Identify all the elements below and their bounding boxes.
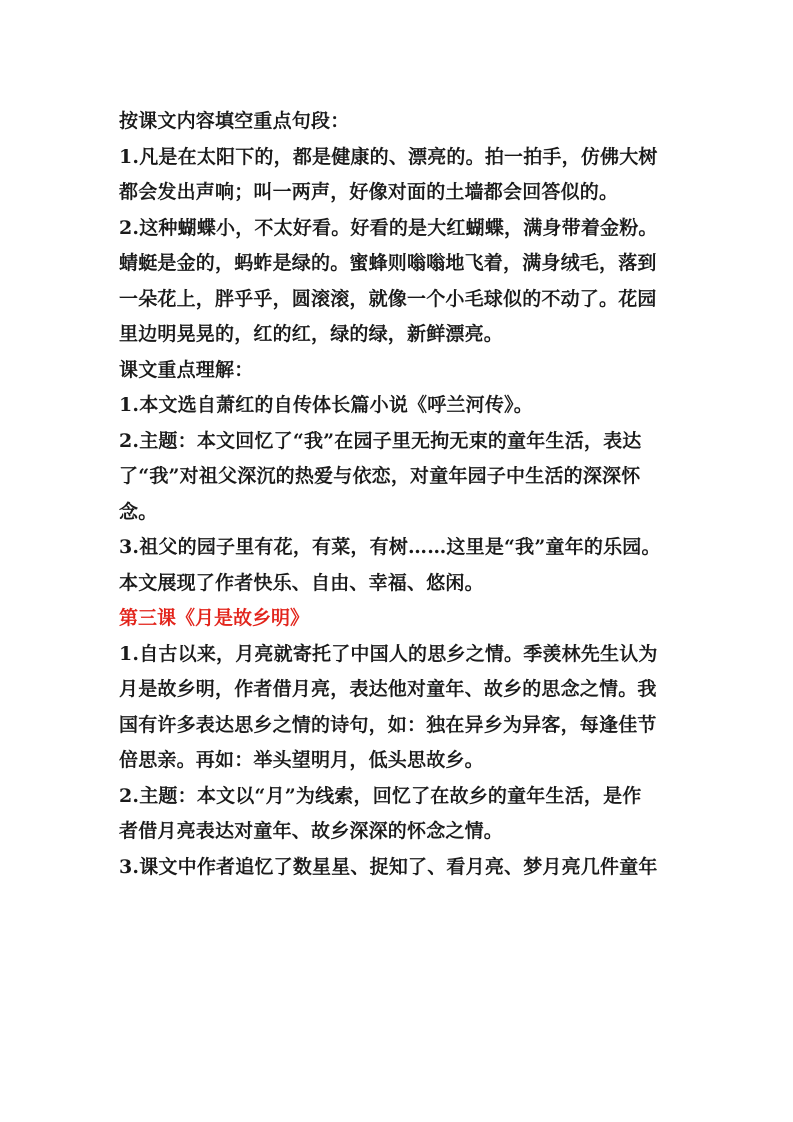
paragraph-line: 1.本文选自萧红的自传体长篇小说《呼兰河传》。 xyxy=(119,394,533,416)
paragraph-line: 念。 xyxy=(119,500,158,523)
paragraph-line: 2.主题：本文以“月”为线索，回忆了在故乡的童年生活，是作 xyxy=(119,784,642,807)
paragraph-line: 1.凡是在太阳下的，都是健康的、漂亮的。拍一拍手，仿佛大树 xyxy=(119,145,658,168)
document-body xyxy=(119,104,679,885)
paragraph-line: 倍思亲。再如：举头望明月，低头思故乡。 xyxy=(119,749,484,771)
lesson-title: 第三课《月是故乡明》 xyxy=(119,607,310,629)
paragraph-line: 1.自古以来，月亮就寄托了中国人的思乡之情。季羡林先生认为 xyxy=(119,642,658,665)
paragraph-line: 国有许多表达思乡之情的诗句，如：独在异乡为异客，每逢佳节 xyxy=(119,713,657,736)
section-heading-key-points: 课文重点理解： xyxy=(119,358,254,381)
paragraph-line: 2.主题：本文回忆了“我”在园子里无拘无束的童年生活，表达 xyxy=(119,429,642,452)
paragraph-line: 里边明晃晃的，红的红，绿的绿，新鲜漂亮。 xyxy=(119,323,504,345)
paragraph-line: 3.祖父的园子里有花，有菜，有树……这里是“我”童年的乐园。 xyxy=(119,536,661,558)
paragraph-line: 一朵花上，胖乎乎，圆滚滚，就像一个小毛球似的不动了。花园 xyxy=(119,287,657,310)
section-heading-fill-in: 按课文内容填空重点句段： xyxy=(119,110,350,132)
paragraph-line: 本文展现了作者快乐、自由、幸福、悠闲。 xyxy=(119,571,484,594)
paragraph-line: 都会发出声响；叫一两声，好像对面的土墙都会回答似的。 xyxy=(119,181,619,203)
paragraph-line: 2.这种蝴蝶小，不太好看。好看的是大红蝴蝶，满身带着金粉。 xyxy=(119,216,658,239)
paragraph-line: 者借月亮表达对童年、故乡深深的怀念之情。 xyxy=(119,820,504,842)
paragraph-line: 月是故乡明，作者借月亮，表达他对童年、故乡的思念之情。我 xyxy=(119,678,657,700)
paragraph-line: 了“我”对祖父深沉的热爱与依恋，对童年园子中生活的深深怀 xyxy=(119,465,641,487)
paragraph-line: 蜻蜓是金的，蚂蚱是绿的。蜜蜂则嗡嗡地飞着，满身绒毛，落到 xyxy=(119,252,657,274)
paragraph-line: 3.课文中作者追忆了数星星、捉知了、看月亮、梦月亮几件童年 xyxy=(119,855,658,878)
